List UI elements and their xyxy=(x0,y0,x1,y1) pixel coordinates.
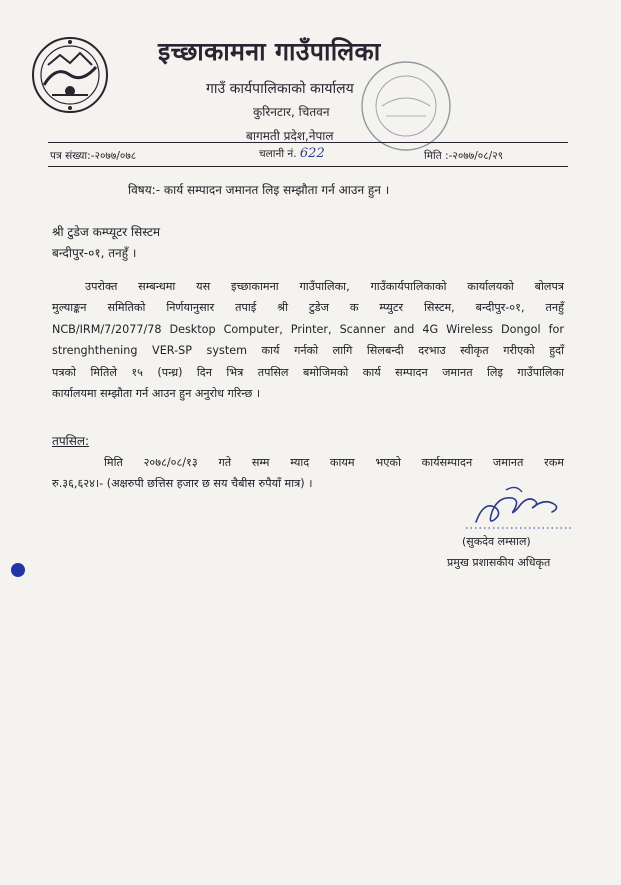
dispatch-label: चलानी नं. xyxy=(259,148,297,160)
tapasil-heading: तपसिल: xyxy=(52,434,90,448)
body-line: मुल्याङ्कन समितिको निर्णयानुसार तपाई श्री टुडेज क म्प्युटर सिस्टम, बन्दीपुर-०१, तनहुँ xyxy=(52,301,564,315)
office-stamp-icon xyxy=(356,56,456,156)
office-name: गाउँ कार्यपालिकाको कार्यालय xyxy=(206,81,354,97)
letter-body xyxy=(52,276,564,404)
reference-value: २०७७/०७८ xyxy=(94,150,137,162)
punch-hole-mark xyxy=(11,563,25,577)
date-value: २०७७/०८/२९ xyxy=(452,150,504,162)
address-line-2: बागमती प्रदेश,नेपाल xyxy=(246,129,334,143)
body-line: NCB/IRM/7/2077/78 Desktop Computer, Printer, Scanner and 4G Wireless Dongol for xyxy=(52,322,564,336)
body-line: पत्रको मितिले १५ (पन्ध्र) दिन भित्र तपसिल बमोजिमको कार्य सम्पादन जमानत लिइ गाउँपालिका xyxy=(52,365,564,379)
tapasil-line: रु.३६,६२४।- (अक्षरुपी छत्तिस हजार छ सय चैबीस रुपैयाँ मात्र) । xyxy=(52,477,313,491)
reference-number xyxy=(50,149,136,163)
body-line: उपरोक्त सम्बन्धमा यस इच्छाकामना गाउँपालिका, गाउँकार्यपालिकाको कार्यालयको बोलपत्र xyxy=(85,280,564,293)
signatory-title: प्रमुख प्रशासकीय अधिकृत xyxy=(447,556,551,569)
meta-divider xyxy=(48,166,568,167)
dispatch-number xyxy=(259,146,325,161)
reference-label: पत्र संख्या:- xyxy=(50,150,95,162)
handwritten-signature-icon xyxy=(462,478,574,534)
address-line-1: कुरिनटार, चितवन xyxy=(253,105,330,119)
body-line: कार्यालयमा सम्झौता गर्न आउन हुन अनुरोध गरिन्छ । xyxy=(52,387,261,401)
addressee-name: श्री टुडेज कम्प्यूटर सिस्टम xyxy=(52,225,161,239)
addressee-address: बन्दीपुर-०१, तनहुँ । xyxy=(52,246,137,260)
date-label: मिति :- xyxy=(424,150,453,162)
tapasil-line: मिति २०७८/०८/१३ गते सम्म म्याद कायम भएको कार्यसम्पादन जमानत रकम xyxy=(104,456,564,469)
dispatch-value: 622 xyxy=(299,146,325,161)
body-line: strenghthening VER-SP system कार्य गर्नको लागि सिलबन्दी दरभाउ स्वीकृत गरीएको हुदाँ xyxy=(52,344,564,358)
letter-date xyxy=(424,149,503,163)
municipality-emblem-icon xyxy=(30,35,110,115)
addressee-block xyxy=(52,222,160,264)
letter-subject: विषय:- कार्य सम्पादन जमानत लिइ सम्झौता गर्न आउन हुन । xyxy=(128,183,390,197)
header-divider xyxy=(48,142,568,143)
signatory-name: (सुकदेव लम्साल) xyxy=(462,535,531,548)
municipality-name: इच्छाकामना गाउँपालिका xyxy=(158,37,381,66)
